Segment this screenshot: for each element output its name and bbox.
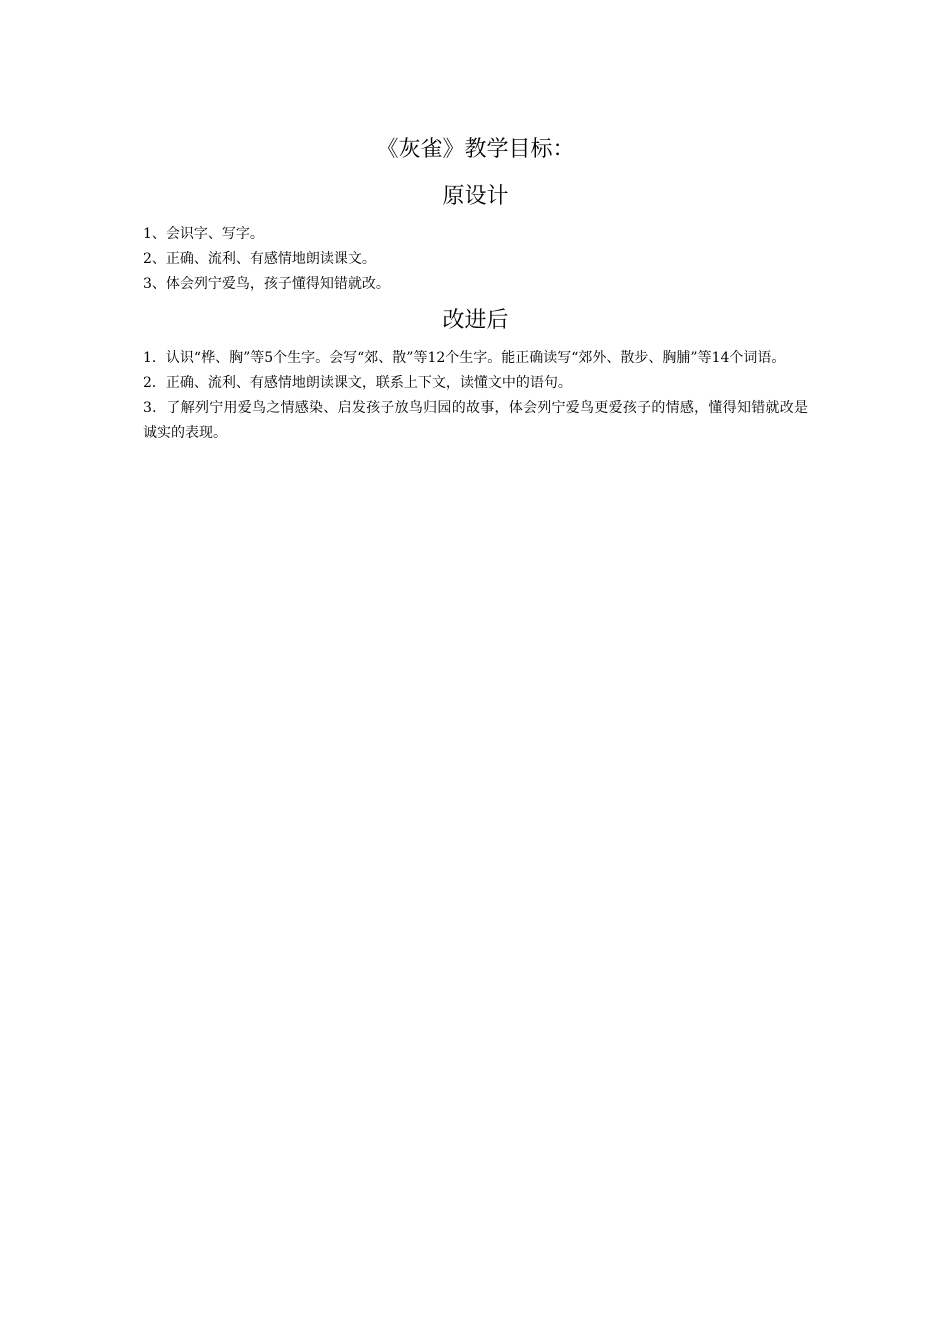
objective-item: 1．认识“桦、胸”等5个生字。会写“郊、散”等12个生字。能正确读写“郊外、散步、胸脯”等14个词语。 (143, 350, 786, 366)
section-improved-design (143, 306, 808, 446)
section-heading-original: 原设计 (442, 184, 509, 209)
document-title: 《灰雀》教学目标： (376, 137, 575, 162)
objective-item: 2、正确、流利、有感情地朗读课文。 (143, 251, 376, 267)
objective-item: 3．了解列宁用爱鸟之情感染、启发孩子放鸟归园的故事，体会列宁爱鸟更爱孩子的情感，懂得知错就改是诚实的表现。 (143, 400, 808, 441)
document-content (143, 133, 808, 446)
section-original-design (143, 182, 808, 297)
objective-item: 2．正确、流利、有感情地朗读课文，联系上下文，读懂文中的语句。 (143, 375, 572, 391)
section-heading-improved: 改进后 (442, 308, 509, 333)
objective-item: 3、体会列宁爱鸟，孩子懂得知错就改。 (143, 276, 390, 292)
objective-item: 1、会识字、写字。 (143, 226, 264, 242)
